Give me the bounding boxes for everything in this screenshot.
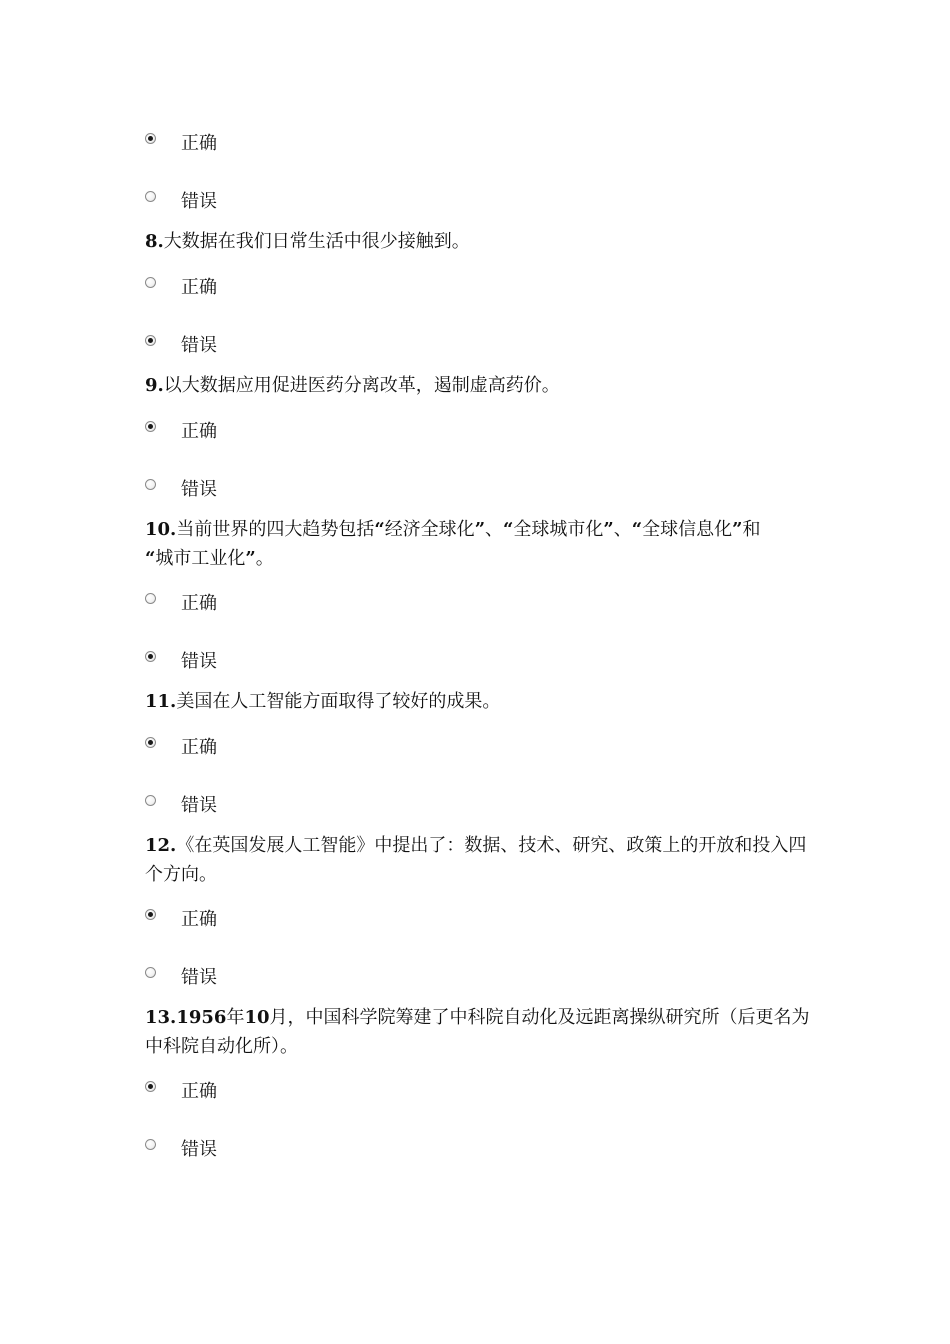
q8-radio-correct[interactable]: [145, 277, 156, 288]
option-label: 正确: [181, 909, 217, 930]
option-label: 错误: [181, 335, 217, 356]
quote-mark: ”: [732, 519, 743, 540]
quote-mark: “: [374, 519, 385, 540]
question-text: 大数据在我们日常生活中很少接触到。: [163, 231, 470, 252]
q12-option-correct[interactable]: [145, 907, 445, 937]
quote-mark: “: [631, 519, 643, 540]
question-number: 9.: [145, 375, 164, 396]
question-text: 当前世界的四大趋势包括: [176, 519, 375, 540]
q8-option-wrong[interactable]: [145, 333, 445, 363]
option-label: 正确: [181, 421, 217, 442]
q9-radio-correct[interactable]: [145, 421, 156, 432]
question-text: 以大数据应用促进医药分离改革，遏制虚高药价。: [163, 375, 560, 396]
quote-mark: ”: [245, 548, 256, 569]
q12-radio-correct[interactable]: [145, 909, 156, 920]
option-label: 正确: [181, 593, 217, 614]
q11-option-correct[interactable]: [145, 735, 445, 765]
question-13: [145, 1003, 810, 1061]
q11-option-wrong[interactable]: [145, 793, 445, 823]
question-text: 月，中国科学院筹建了中科院自动化及远距离操纵研究所（后更名为中科院自动化所）。: [145, 1007, 810, 1057]
separator: 、: [485, 519, 504, 540]
conjunction: 和: [742, 519, 761, 540]
question-8: [145, 227, 815, 256]
sentence-end: 。: [255, 548, 274, 569]
q7-option-correct[interactable]: [145, 131, 445, 161]
q10-radio-correct[interactable]: [145, 593, 156, 604]
q12-option-wrong[interactable]: [145, 965, 445, 995]
month-value: 10: [244, 1007, 270, 1028]
q10-option-wrong[interactable]: [145, 649, 445, 679]
question-number: 11.: [145, 691, 177, 712]
question-text: 《在英国发展人工智能》中提出了：数据、技术、研究、政策上的开放和投入四个方向。: [145, 835, 807, 885]
question-number: 8.: [145, 231, 164, 252]
question-number: 13.: [145, 1007, 177, 1028]
question-number: 12.: [145, 835, 177, 856]
option-label: 正确: [181, 1081, 217, 1102]
option-label: 错误: [181, 651, 217, 672]
option-label: 错误: [181, 479, 217, 500]
option-label: 正确: [181, 277, 217, 298]
quoted-term: 全球城市化: [513, 519, 604, 540]
separator: 、: [613, 519, 632, 540]
quote-mark: “: [503, 519, 514, 540]
question-9: [145, 371, 815, 400]
q7-radio-wrong[interactable]: [145, 191, 156, 202]
question-12: [145, 831, 810, 889]
question-11: [145, 687, 815, 716]
quote-mark: ”: [603, 519, 614, 540]
q8-radio-wrong[interactable]: [145, 335, 156, 346]
q13-option-wrong[interactable]: [145, 1137, 445, 1167]
q13-option-correct[interactable]: [145, 1079, 445, 1109]
option-label: 正确: [181, 737, 217, 758]
question-10: [145, 515, 815, 573]
q7-option-wrong[interactable]: [145, 189, 445, 219]
q13-radio-wrong[interactable]: [145, 1139, 156, 1150]
option-label: 错误: [181, 795, 217, 816]
quoted-term: 全球信息化: [642, 519, 733, 540]
question-number: 10.: [145, 519, 177, 540]
q11-radio-correct[interactable]: [145, 737, 156, 748]
q9-radio-wrong[interactable]: [145, 479, 156, 490]
option-label: 错误: [181, 1139, 217, 1160]
q13-radio-correct[interactable]: [145, 1081, 156, 1092]
option-label: 错误: [181, 191, 217, 212]
option-label: 错误: [181, 967, 217, 988]
q11-radio-wrong[interactable]: [145, 795, 156, 806]
year-value: 1956: [176, 1007, 227, 1028]
year-unit: 年: [226, 1007, 245, 1028]
quoted-term: 经济全球化: [384, 519, 475, 540]
q9-option-wrong[interactable]: [145, 477, 445, 507]
q10-radio-wrong[interactable]: [145, 651, 156, 662]
quoted-term: 城市工业化: [155, 548, 246, 569]
option-label: 正确: [181, 133, 217, 154]
q12-radio-wrong[interactable]: [145, 967, 156, 978]
quote-mark: ”: [474, 519, 486, 540]
q8-option-correct[interactable]: [145, 275, 445, 305]
quote-mark: “: [145, 548, 156, 569]
q7-radio-correct[interactable]: [145, 133, 156, 144]
q10-option-correct[interactable]: [145, 591, 445, 621]
q9-option-correct[interactable]: [145, 419, 445, 449]
question-text: 美国在人工智能方面取得了较好的成果。: [176, 691, 501, 712]
